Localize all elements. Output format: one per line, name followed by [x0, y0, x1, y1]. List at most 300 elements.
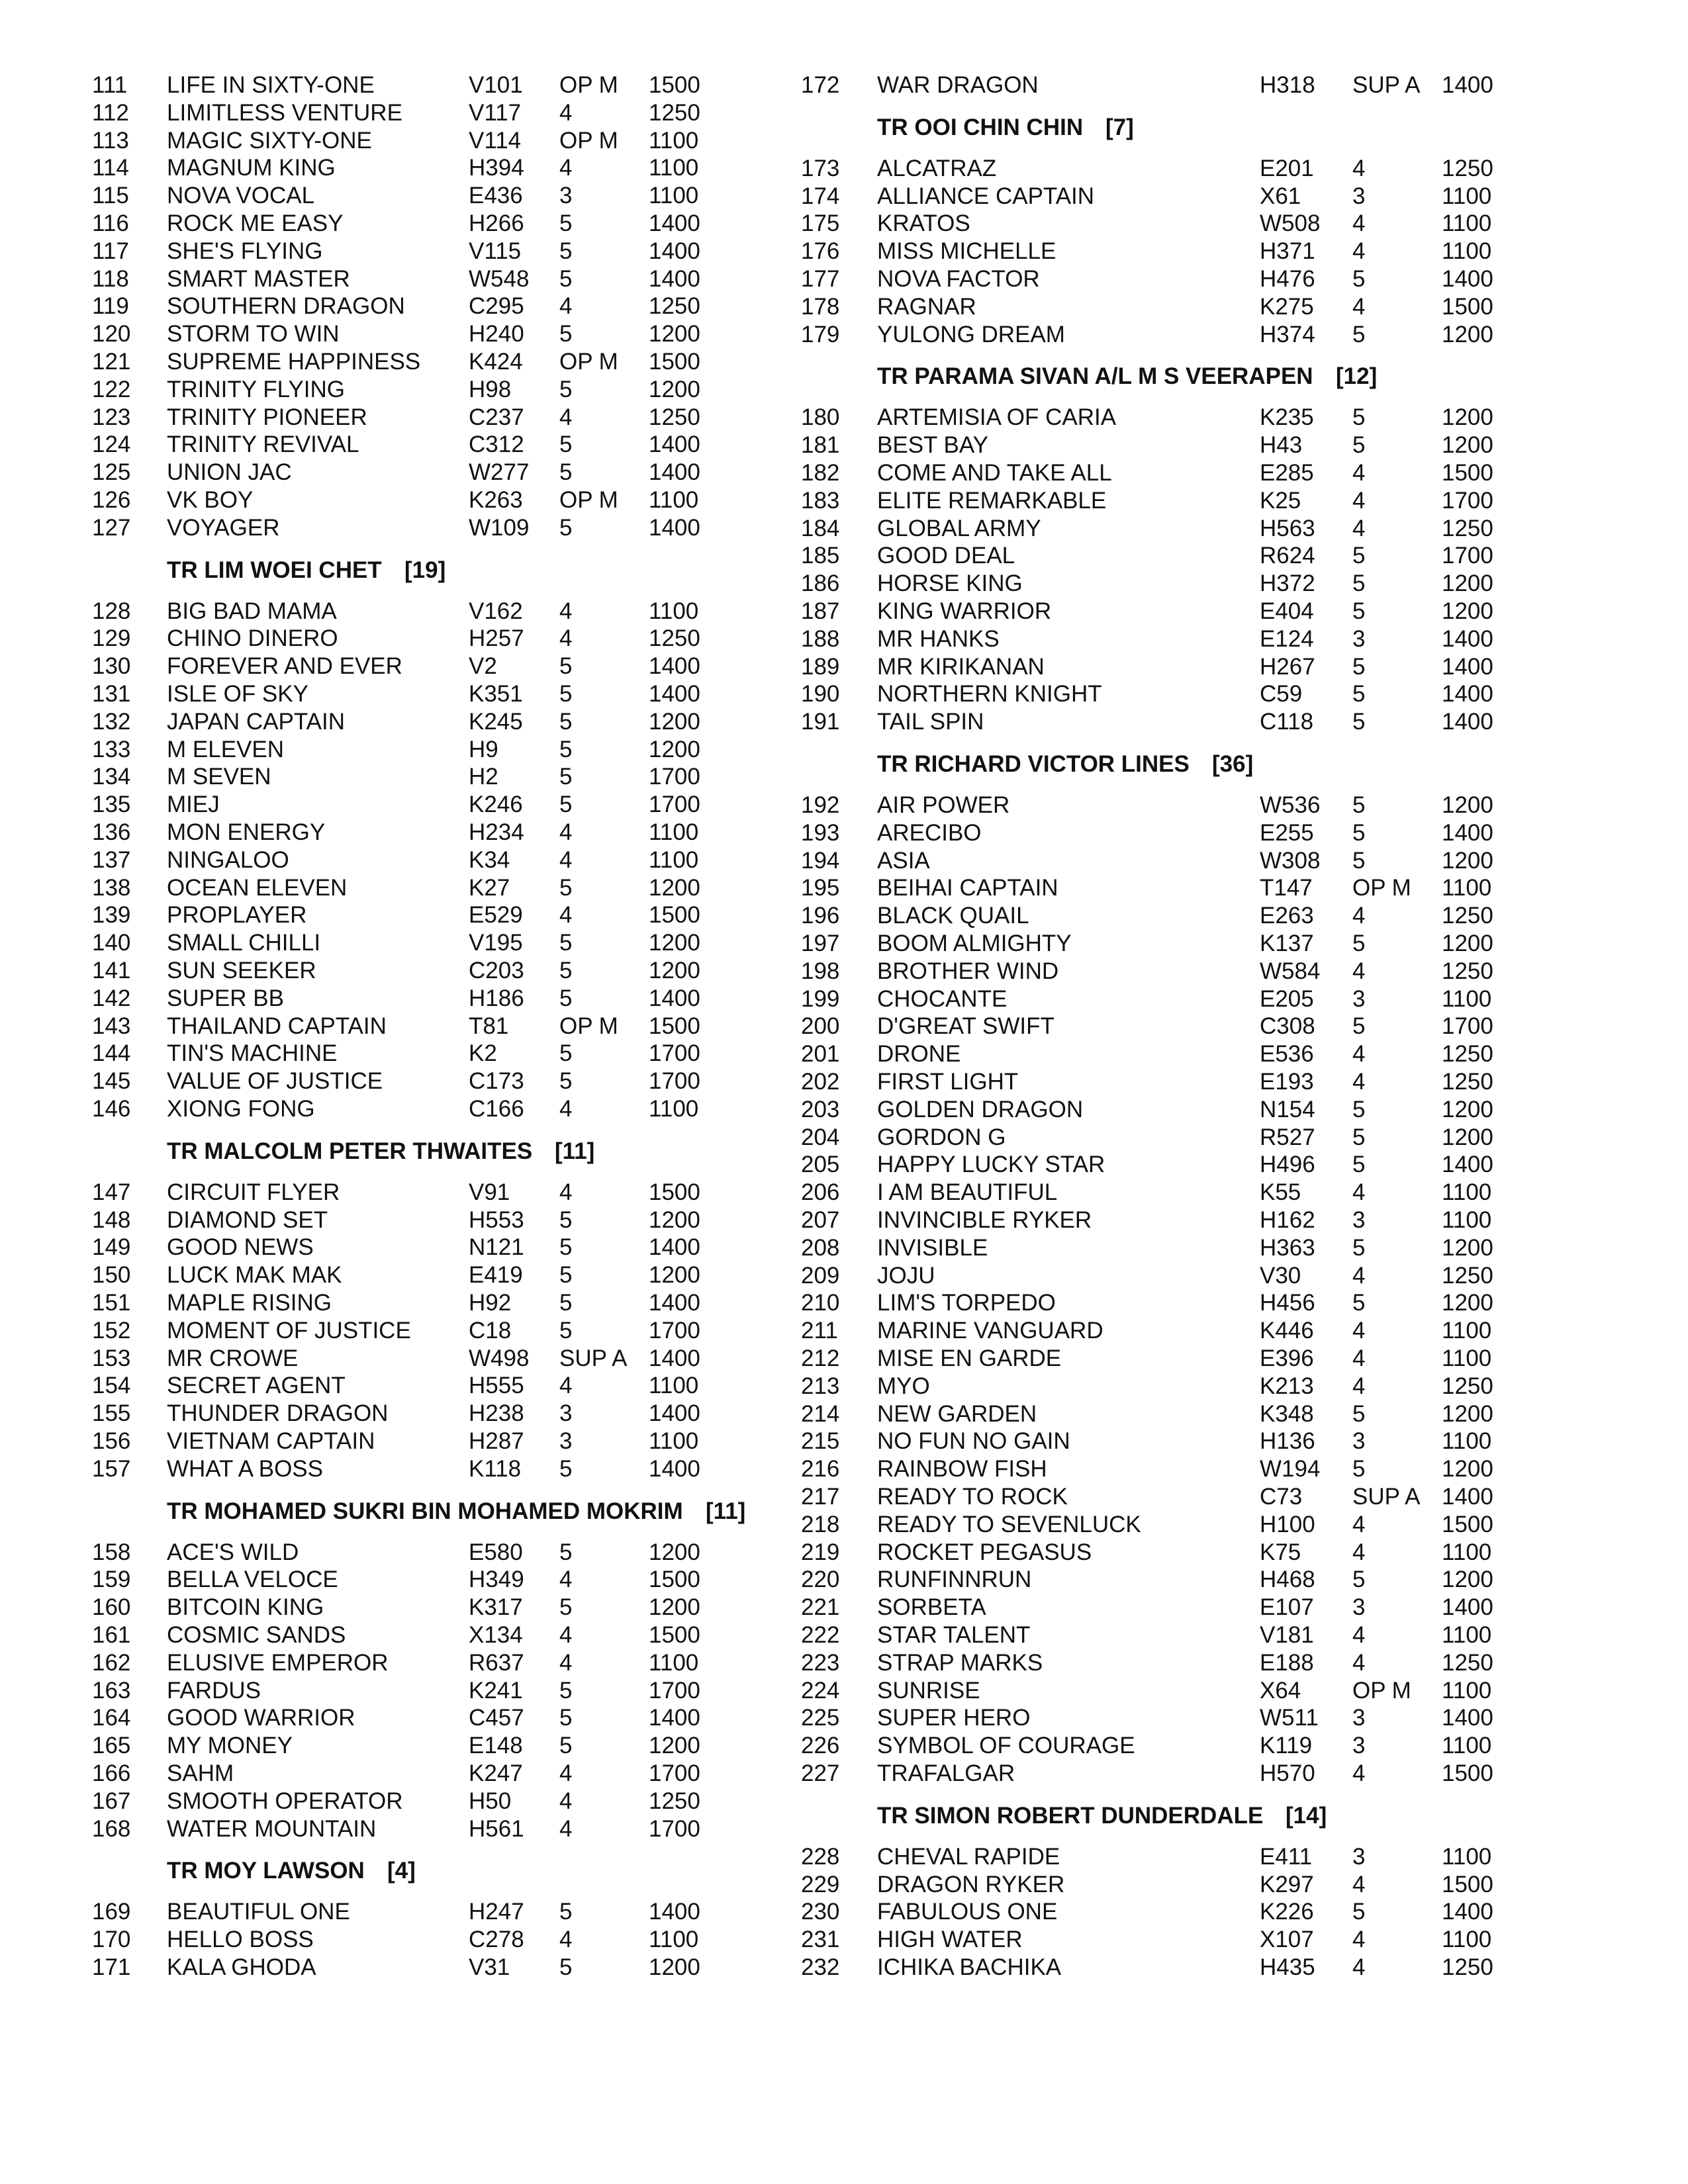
horse-name: SUPER HERO — [877, 1705, 1031, 1731]
horse-code: K241 — [469, 1677, 523, 1704]
horse-name: SHE'S FLYING — [167, 238, 323, 264]
horse-code: C118 — [1260, 709, 1314, 735]
horse-name: COSMIC SANDS — [167, 1622, 346, 1648]
horse-distance: 1400 — [1442, 72, 1493, 98]
trainer-name: TR MALCOLM PETER THWAITES — [167, 1138, 533, 1164]
horse-class: 4 — [1352, 1318, 1366, 1344]
horse-class: 4 — [1352, 460, 1366, 486]
horse-class: OP M — [1352, 875, 1411, 901]
horse-name: INVISIBLE — [877, 1234, 988, 1261]
horse-code: E285 — [1260, 460, 1314, 486]
horse-code: H234 — [469, 819, 524, 845]
horse-number: 154 — [92, 1373, 131, 1399]
horse-code: K247 — [469, 1760, 523, 1786]
trainer-name: TR SIMON ROBERT DUNDERDALE — [877, 1802, 1264, 1829]
horse-code: C457 — [469, 1705, 524, 1731]
horse-code: K2 — [469, 1040, 497, 1067]
horse-class: 5 — [559, 1733, 573, 1759]
horse-number: 116 — [92, 210, 129, 236]
horse-number: 160 — [92, 1594, 131, 1621]
horse-number: 229 — [801, 1871, 840, 1897]
horse-distance: 1400 — [649, 432, 700, 458]
horse-class: 5 — [1352, 1096, 1366, 1122]
horse-name: KING WARRIOR — [877, 598, 1052, 624]
horse-distance: 1700 — [649, 1068, 700, 1095]
horse-code: W511 — [1260, 1705, 1319, 1731]
horse-code: C278 — [469, 1927, 524, 1953]
horse-distance: 1250 — [1442, 1649, 1493, 1676]
horse-name: WAR DRAGON — [877, 72, 1039, 98]
horse-distance: 1200 — [649, 874, 700, 901]
horse-number: 225 — [801, 1705, 840, 1731]
horse-number: 146 — [92, 1096, 131, 1122]
horse-name: SUN SEEKER — [167, 958, 316, 983]
horse-name: HAPPY LUCKY STAR — [877, 1152, 1105, 1178]
horse-code: H247 — [469, 1899, 524, 1925]
horse-class: 4 — [559, 1622, 573, 1648]
horse-name: TRAFALGAR — [877, 1760, 1015, 1786]
horse-name: BEAUTIFUL ONE — [167, 1899, 350, 1925]
horse-number: 205 — [801, 1152, 840, 1178]
horse-code: H9 — [469, 736, 498, 762]
horse-name: MON ENERGY — [167, 819, 326, 845]
horse-name: LIFE IN SIXTY-ONE — [167, 72, 375, 98]
horse-distance: 1700 — [649, 1677, 700, 1704]
horse-name: GOLDEN DRAGON — [877, 1096, 1084, 1122]
horse-code: W194 — [1260, 1456, 1321, 1482]
horse-code: E201 — [1260, 155, 1314, 181]
horse-class: 5 — [559, 792, 573, 818]
horse-name: MY MONEY — [167, 1733, 293, 1759]
horse-code: W109 — [469, 514, 530, 541]
horse-name: ARTEMISIA OF CARIA — [877, 404, 1117, 431]
horse-number: 203 — [801, 1096, 840, 1122]
horse-number: 180 — [801, 404, 840, 431]
horse-distance: 1200 — [649, 1206, 700, 1233]
horse-distance: 1400 — [1442, 1594, 1493, 1621]
horse-code: W308 — [1260, 847, 1321, 874]
horse-code: H240 — [469, 321, 524, 347]
horse-distance: 1400 — [649, 1899, 700, 1925]
horse-code: H555 — [469, 1373, 524, 1399]
horse-name: ICHIKA BACHIKA — [877, 1954, 1062, 1980]
horse-name: HIGH WATER — [877, 1927, 1023, 1953]
horse-name: SOUTHERN DRAGON — [167, 293, 405, 320]
trainer-horse-count: [36] — [1212, 751, 1254, 777]
horse-name: BEST BAY — [877, 432, 988, 459]
horse-name: UNION JAC — [167, 459, 292, 486]
trainer-horse-count: [11] — [706, 1498, 746, 1524]
horse-class: 4 — [1352, 487, 1366, 514]
horse-name: GOOD NEWS — [167, 1234, 314, 1261]
horse-code: E124 — [1260, 625, 1314, 652]
horse-class: 5 — [1352, 543, 1366, 569]
horse-class: 5 — [1352, 266, 1366, 292]
horse-class: 5 — [559, 1455, 573, 1482]
horse-class: 4 — [1352, 958, 1366, 984]
horse-class: 4 — [559, 625, 573, 652]
horse-number: 199 — [801, 985, 840, 1012]
horse-name: GLOBAL ARMY — [877, 515, 1041, 541]
horse-distance: 1400 — [649, 210, 700, 236]
horse-number: 168 — [92, 1815, 131, 1842]
horse-name: XIONG FONG — [167, 1096, 315, 1122]
horse-code: K226 — [1260, 1899, 1314, 1925]
horse-distance: 1400 — [1442, 681, 1493, 707]
horse-code: K424 — [469, 349, 523, 375]
horse-distance: 1500 — [649, 72, 700, 98]
horse-class: 5 — [1352, 847, 1366, 874]
horse-name: READY TO SEVENLUCK — [877, 1511, 1141, 1537]
horse-code: E536 — [1260, 1041, 1314, 1068]
horse-class: 5 — [559, 1954, 573, 1980]
horse-code: K263 — [469, 487, 523, 513]
horse-code: V91 — [469, 1179, 510, 1205]
horse-name: LIM'S TORPEDO — [877, 1290, 1056, 1316]
horse-code: H318 — [1260, 72, 1315, 98]
horse-distance: 1100 — [649, 1428, 699, 1454]
horse-code: H349 — [469, 1567, 524, 1593]
horse-number: 138 — [92, 874, 131, 901]
horse-distance: 1200 — [1442, 1096, 1493, 1122]
horse-class: 5 — [1352, 1400, 1366, 1427]
horse-number: 206 — [801, 1179, 840, 1206]
horse-class: 5 — [1352, 1152, 1366, 1178]
horse-code: V195 — [469, 930, 523, 956]
horse-number: 131 — [92, 681, 131, 707]
horse-class: 5 — [559, 1040, 573, 1067]
horse-distance: 1250 — [1442, 1262, 1493, 1289]
horse-code: H371 — [1260, 238, 1315, 265]
horse-class: 5 — [559, 1206, 573, 1233]
horse-code: H267 — [1260, 653, 1315, 680]
horse-code: H100 — [1260, 1511, 1315, 1537]
horse-number: 137 — [92, 846, 131, 873]
horse-code: R624 — [1260, 543, 1315, 569]
horse-name: MAGIC SIXTY-ONE — [167, 127, 372, 154]
horse-code: R637 — [469, 1649, 524, 1676]
horse-distance: 1500 — [649, 1013, 700, 1039]
horse-class: 4 — [1352, 1539, 1366, 1565]
horse-class: 5 — [1352, 1899, 1366, 1925]
horse-distance: 1500 — [1442, 1760, 1493, 1786]
horse-number: 192 — [801, 792, 840, 818]
horse-number: 210 — [801, 1290, 840, 1316]
horse-distance: 1200 — [649, 1954, 700, 1980]
horse-number: 202 — [801, 1069, 840, 1095]
horse-code: K235 — [1260, 404, 1314, 431]
horse-distance: 1200 — [649, 708, 700, 735]
horse-number: 114 — [92, 155, 129, 181]
horse-name: TIN'S MACHINE — [167, 1040, 338, 1067]
horse-class: 5 — [559, 874, 573, 901]
horse-number: 194 — [801, 847, 840, 874]
horse-number: 222 — [801, 1622, 840, 1648]
horse-code: C173 — [469, 1068, 524, 1095]
horse-number: 198 — [801, 958, 840, 984]
horse-code: H476 — [1260, 266, 1315, 292]
horse-distance: 1400 — [649, 459, 700, 486]
horse-number: 170 — [92, 1927, 131, 1953]
horse-number: 162 — [92, 1649, 131, 1676]
horse-distance: 1200 — [649, 1733, 700, 1759]
horse-distance: 1700 — [1442, 1013, 1493, 1040]
horse-distance: 1200 — [1442, 1400, 1493, 1427]
horse-class: SUP A — [1352, 72, 1421, 98]
horse-code: K351 — [469, 681, 523, 707]
horse-name: MISS MICHELLE — [877, 238, 1056, 265]
horse-code: H287 — [469, 1428, 524, 1454]
horse-code: E411 — [1260, 1843, 1313, 1870]
horse-number: 151 — [92, 1290, 131, 1316]
horse-number: 224 — [801, 1677, 840, 1704]
horse-distance: 1100 — [1442, 238, 1492, 265]
horse-name: NO FUN NO GAIN — [877, 1428, 1070, 1455]
horse-class: 3 — [1352, 1428, 1366, 1455]
horse-number: 145 — [92, 1068, 131, 1095]
horse-number: 227 — [801, 1760, 840, 1786]
horse-code: K446 — [1260, 1318, 1314, 1344]
horse-distance: 1250 — [1442, 1954, 1493, 1980]
horse-class: 5 — [1352, 1013, 1366, 1040]
horse-name: MR CROWE — [167, 1345, 299, 1371]
horse-distance: 1400 — [649, 265, 700, 292]
horse-number: 133 — [92, 736, 131, 762]
horse-name: MR HANKS — [877, 625, 1000, 652]
horse-code: R527 — [1260, 1124, 1315, 1150]
horse-code: K75 — [1260, 1539, 1301, 1565]
horse-number: 167 — [92, 1788, 131, 1814]
horse-distance: 1250 — [649, 99, 700, 126]
horse-name: OCEAN ELEVEN — [167, 874, 348, 901]
horse-number: 232 — [801, 1954, 840, 1980]
horse-number: 113 — [92, 127, 129, 154]
horse-code: H162 — [1260, 1207, 1315, 1233]
horse-number: 119 — [92, 293, 129, 320]
horse-code: V115 — [469, 238, 522, 264]
horse-number: 141 — [92, 958, 131, 983]
horse-distance: 1700 — [649, 1815, 700, 1842]
horse-distance: 1250 — [1442, 1041, 1493, 1068]
horse-distance: 1100 — [649, 598, 699, 624]
horse-code: E193 — [1260, 1069, 1314, 1095]
horse-number: 207 — [801, 1207, 840, 1233]
horse-name: BELLA VELOCE — [167, 1567, 338, 1593]
horse-class: 4 — [559, 99, 573, 126]
horse-code: H136 — [1260, 1428, 1315, 1455]
horse-code: V114 — [469, 127, 522, 154]
horse-distance: 1100 — [1442, 1677, 1492, 1704]
horse-distance: 1500 — [1442, 293, 1493, 320]
horse-name: THUNDER DRAGON — [167, 1400, 389, 1427]
horse-name: WHAT A BOSS — [167, 1455, 323, 1482]
horse-name: TRINITY FLYING — [167, 376, 346, 402]
trainer-horse-count: [7] — [1105, 114, 1134, 140]
horse-class: 5 — [559, 1290, 573, 1316]
horse-code: C59 — [1260, 681, 1303, 707]
horse-name: SUPREME HAPPINESS — [167, 349, 421, 375]
horse-number: 228 — [801, 1843, 840, 1870]
horse-name: CHEVAL RAPIDE — [877, 1843, 1060, 1870]
horse-name: TRINITY REVIVAL — [167, 432, 359, 458]
horse-number: 122 — [92, 376, 131, 402]
horse-code: V162 — [469, 598, 523, 624]
horse-class: 4 — [559, 1760, 573, 1786]
horse-code: K348 — [1260, 1400, 1314, 1427]
horse-class: 5 — [1352, 709, 1366, 735]
horse-class: 5 — [559, 1317, 573, 1343]
horse-code: H43 — [1260, 432, 1303, 459]
horse-number: 142 — [92, 985, 131, 1011]
horse-name: RAGNAR — [877, 293, 976, 320]
horse-code: K118 — [469, 1455, 522, 1482]
horse-code: X64 — [1260, 1677, 1301, 1704]
horse-distance: 1400 — [649, 1705, 700, 1731]
horse-name: THAILAND CAPTAIN — [167, 1013, 387, 1039]
horse-distance: 1100 — [649, 487, 699, 513]
horse-number: 204 — [801, 1124, 840, 1150]
horse-number: 181 — [801, 432, 840, 459]
horse-class: 3 — [1352, 625, 1366, 652]
horse-distance: 1400 — [649, 1455, 700, 1482]
horse-name: RAINBOW FISH — [877, 1456, 1047, 1482]
horse-name: DRONE — [877, 1041, 961, 1068]
horse-code: W584 — [1260, 958, 1321, 984]
horse-distance: 1400 — [1442, 1899, 1493, 1925]
horse-distance: 1100 — [649, 155, 699, 181]
horse-code: V101 — [469, 72, 523, 98]
horse-name: CHINO DINERO — [167, 625, 338, 652]
horse-number: 209 — [801, 1262, 840, 1289]
horse-class: 3 — [1352, 1733, 1366, 1759]
horse-name: ISLE OF SKY — [167, 681, 308, 707]
horse-class: 5 — [559, 265, 573, 292]
horse-distance: 1250 — [1442, 1373, 1493, 1399]
horse-code: H98 — [469, 376, 512, 402]
horse-distance: 1200 — [1442, 792, 1493, 818]
horse-distance: 1200 — [649, 1262, 700, 1289]
horse-class: 4 — [1352, 155, 1366, 181]
trainer-name: TR LIM WOEI CHET — [167, 557, 382, 583]
horse-number: 159 — [92, 1567, 131, 1593]
horse-name: SMALL CHILLI — [167, 930, 321, 956]
horse-number: 144 — [92, 1040, 131, 1067]
horse-class: 4 — [1352, 515, 1366, 541]
horse-code: E205 — [1260, 985, 1314, 1012]
horse-code: V181 — [1260, 1622, 1314, 1648]
horse-number: 117 — [92, 238, 129, 264]
horse-class: 5 — [559, 653, 573, 680]
horse-class: OP M — [559, 72, 618, 98]
horse-name: KRATOS — [877, 210, 970, 237]
horse-number: 128 — [92, 598, 131, 624]
horse-name: MR KIRIKANAN — [877, 653, 1045, 680]
horse-class: 5 — [559, 958, 573, 983]
horse-class: 5 — [559, 736, 573, 762]
horse-number: 201 — [801, 1041, 840, 1068]
horse-number: 147 — [92, 1179, 131, 1205]
horse-code: V117 — [469, 99, 522, 126]
horse-code: X134 — [469, 1622, 523, 1648]
horse-name: I AM BEAUTIFUL — [877, 1179, 1058, 1206]
horse-class: 4 — [1352, 1954, 1366, 1980]
horse-name: ROCK ME EASY — [167, 210, 344, 236]
horse-name: MAGNUM KING — [167, 155, 336, 181]
horse-code: H435 — [1260, 1954, 1315, 1980]
horse-code: C203 — [469, 958, 524, 983]
horse-name: FABULOUS ONE — [877, 1899, 1058, 1925]
horse-class: 5 — [559, 708, 573, 735]
horse-number: 149 — [92, 1234, 131, 1261]
horse-class: 4 — [1352, 293, 1366, 320]
horse-class: 3 — [1352, 183, 1366, 209]
horse-number: 219 — [801, 1539, 840, 1565]
trainer-horse-count: [19] — [404, 557, 446, 583]
horse-number: 123 — [92, 404, 131, 430]
horse-name: M ELEVEN — [167, 736, 284, 762]
horse-class: 4 — [1352, 1041, 1366, 1068]
horse-class: 4 — [1352, 1345, 1366, 1371]
horse-code: H363 — [1260, 1234, 1315, 1261]
horse-number: 158 — [92, 1539, 131, 1565]
horse-number: 155 — [92, 1400, 131, 1427]
horse-number: 172 — [801, 72, 840, 98]
horse-class: 5 — [1352, 404, 1366, 431]
horse-distance: 1400 — [649, 1345, 700, 1371]
horse-number: 112 — [92, 99, 129, 126]
horse-name: BROTHER WIND — [877, 958, 1059, 984]
horse-number: 115 — [92, 183, 129, 209]
horse-distance: 1100 — [1442, 1622, 1492, 1648]
horse-distance: 1250 — [649, 625, 700, 652]
horse-code: H266 — [469, 210, 524, 236]
horse-class: 5 — [559, 1539, 573, 1565]
horse-number: 176 — [801, 238, 840, 265]
horse-number: 196 — [801, 903, 840, 929]
horse-number: 165 — [92, 1733, 131, 1759]
horse-distance: 1100 — [649, 127, 699, 154]
horse-distance: 1400 — [649, 653, 700, 680]
horse-distance: 1100 — [649, 183, 699, 209]
horse-number: 150 — [92, 1262, 131, 1289]
horse-distance: 1200 — [1442, 432, 1493, 459]
horse-code: H2 — [469, 764, 498, 790]
horse-number: 200 — [801, 1013, 840, 1040]
horse-name: VALUE OF JUSTICE — [167, 1068, 383, 1095]
horse-code: H561 — [469, 1815, 524, 1842]
horse-class: 3 — [1352, 1207, 1366, 1233]
horse-class: 4 — [1352, 1069, 1366, 1095]
trainer-horse-count: [12] — [1336, 363, 1378, 390]
horse-code: N154 — [1260, 1096, 1315, 1122]
trainer-name: TR RICHARD VICTOR LINES — [877, 751, 1190, 777]
horse-distance: 1400 — [1442, 819, 1493, 846]
horse-distance: 1100 — [1442, 985, 1492, 1012]
horse-number: 220 — [801, 1567, 840, 1593]
horse-name: VK BOY — [167, 487, 254, 513]
horse-distance: 1400 — [649, 1290, 700, 1316]
horse-code: H553 — [469, 1206, 524, 1233]
horse-distance: 1400 — [649, 1234, 700, 1261]
horse-code: E529 — [469, 902, 523, 929]
horse-code: C18 — [469, 1317, 512, 1343]
horse-name: SUPER BB — [167, 985, 284, 1011]
horse-class: 4 — [1352, 1262, 1366, 1289]
trainer-horse-count: [4] — [387, 1858, 416, 1884]
horse-name: NOVA VOCAL — [167, 183, 315, 209]
horse-number: 130 — [92, 653, 131, 680]
horse-name: MAPLE RISING — [167, 1290, 332, 1316]
